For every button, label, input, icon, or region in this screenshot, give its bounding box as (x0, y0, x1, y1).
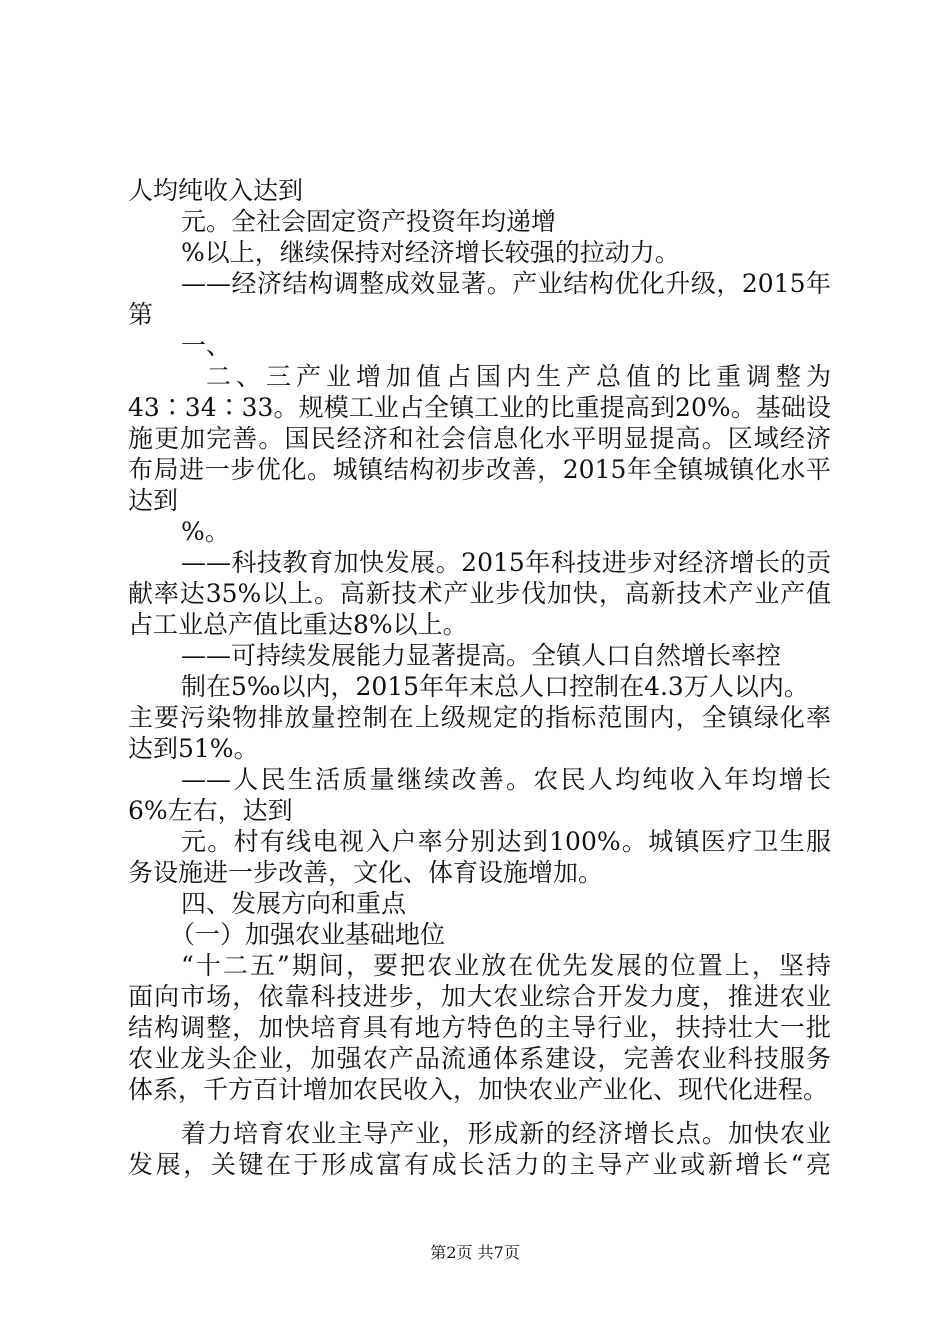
text-line: 务设施进一步改善，文化、体育设施增加。 (128, 858, 604, 887)
text-line: 一、 (181, 331, 232, 360)
text-line: 元。村有线电视入户率分别达到100%。城镇医疗卫生服 (181, 827, 831, 856)
text-line: 人均纯收入达到 (128, 176, 304, 205)
text-line: 43∶34∶33。规模工业占全镇工业的比重提高到20%。基础设 (128, 393, 831, 422)
subsection-heading: （一）加强农业基础地位 (170, 920, 446, 949)
text-line: 元。全社会固定资产投资年均递增 (181, 207, 557, 236)
page-footer: 第2页 共7页 (430, 1243, 520, 1262)
text-line: 结构调整，加快培育具有地方特色的主导行业，扶持壮大一批 (128, 1013, 831, 1042)
text-line: 发展，关键在于形成富有成长活力的主导产业或新增长“亮 (128, 1150, 831, 1179)
text-line: ——科技教育加快发展。2015年科技进步对经济增长的贡 (181, 548, 831, 577)
text-line: 达到51%。 (128, 734, 259, 763)
text-line: 面向市场，依靠科技进步，加大农业综合开发力度，推进农业 (128, 982, 831, 1011)
text-line: 献率达35%以上。高新技术产业步伐加快，高新技术产业产值 (128, 579, 831, 608)
text-line: 第 (128, 300, 154, 329)
text-line: 布局进一步优化。城镇结构初步改善，2015年全镇城镇化水平 (128, 455, 831, 484)
text-line: 主要污染物排放量控制在上级规定的指标范围内，全镇绿化率 (128, 703, 831, 732)
text-line: 农业龙头企业，加强农产品流通体系建设，完善农业科技服务 (128, 1044, 831, 1073)
text-line: 占工业总产值比重达8%以上。 (128, 610, 468, 639)
text-line: 施更加完善。国民经济和社会信息化水平明显提高。区域经济 (128, 424, 831, 453)
text-line: ——人民生活质量继续改善。农民人均纯收入年均增长 (181, 765, 831, 794)
text-line: 二、三产业增加值占国内生产总值的比重调整为 (206, 362, 831, 391)
text-line: ——可持续发展能力显著提高。全镇人口自然增长率控 (181, 641, 782, 670)
text-line: 达到 (128, 486, 179, 515)
text-line: 6%左右，达到 (128, 796, 293, 825)
text-line: 制在5‰以内，2015年年末总人口控制在4.3万人以内。 (181, 672, 809, 701)
text-line: ——经济结构调整成效显著。产业结构优化升级，2015年 (181, 269, 831, 298)
text-line: 体系，千方百计增加农民收入，加快农业产业化、现代化进程。 (128, 1075, 829, 1104)
text-line: %以上，继续保持对经济增长较强的拉动力。 (181, 238, 680, 267)
section-heading: 四、发展方向和重点 (181, 889, 407, 918)
text-line: “十二五”期间，要把农业放在优先发展的位置上，坚持 (181, 951, 831, 980)
text-line: %。 (181, 517, 230, 546)
text-line: 着力培育农业主导产业，形成新的经济增长点。加快农业 (181, 1119, 831, 1148)
